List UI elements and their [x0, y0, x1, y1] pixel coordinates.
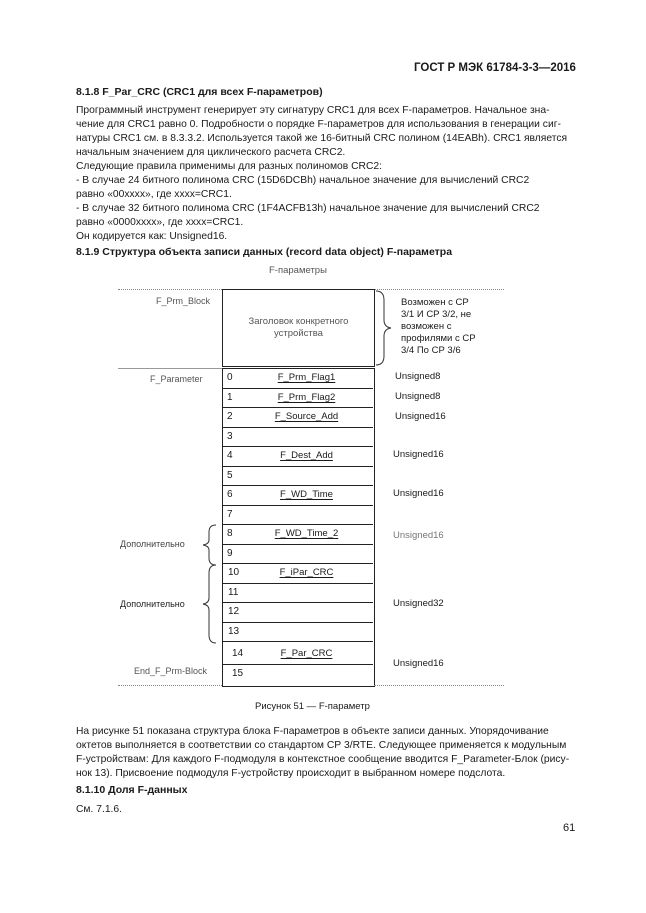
type-label: Unsigned16 — [393, 530, 444, 541]
param-start-line — [118, 368, 222, 369]
header-note-5: 3/4 По СР 3/6 — [401, 345, 461, 356]
row-line — [222, 563, 373, 564]
row-line — [222, 583, 373, 584]
section-8-1-10-title: 8.1.10 Доля F-данных — [76, 784, 188, 796]
s818-p1-line1: Программный инструмент генерирует эту сигнатуру CRC1 для всех F-параметров. Начальное зна- — [76, 105, 550, 116]
row-index: 15 — [232, 668, 244, 679]
f-prm-block-label: F_Prm_Block — [156, 296, 211, 306]
after-p1-line3: F-устройствам: Для каждого F-подмодуля в контекстное сообщение вводится F_Parameter-Блок (рису- — [76, 754, 570, 765]
s818-p1-line2: чение для CRC1 равно 0. Подробности о порядке F-параметров для использования в генерации сиг- — [76, 119, 561, 130]
figure-caption: Рисунок 51 — F-параметр — [255, 701, 370, 712]
figure-top-title: F-параметры — [269, 265, 327, 276]
s818-p2: Следующие правила применимы для разных полиномов CRC2: — [76, 161, 383, 172]
block-top-dotted-line — [118, 289, 222, 290]
row-index: 11 — [228, 587, 239, 598]
type-label: Unsigned16 — [393, 488, 444, 499]
after-p1-line2: октетов выполняется в соответствии со стандартом СР 3/RTE. Следующее применяется к модульным — [76, 740, 567, 751]
document-header: ГОСТ Р МЭК 61784-3-3—2016 — [414, 62, 576, 74]
header-note-1: Возможен с СР — [401, 297, 469, 308]
type-label: Unsigned8 — [395, 391, 441, 402]
f-par-crc-field: F_Par_CRC — [280, 648, 333, 659]
f-parameter-label: F_Parameter — [150, 374, 203, 384]
header-note-3: возможен с — [401, 321, 452, 332]
f-ipar-crc-field: F_iPar_CRC — [279, 567, 334, 578]
end-f-prm-block-label: End_F_Prm-Block — [134, 666, 208, 676]
s818-bullet1-line2: равно «00xxxx», где xxxx=CRC1. — [76, 189, 232, 200]
page-number: 61 — [563, 822, 576, 834]
row-index: 14 — [232, 648, 244, 659]
row-line — [222, 641, 373, 642]
f-dest-add-field: F_Dest_Add — [280, 450, 333, 461]
type-label: Unsigned32 — [393, 598, 444, 609]
row-index: 3 — [227, 431, 233, 442]
after-p1-line1: На рисунке 51 показана структура блока F-параметров в объекте записи данных. Упорядочивание — [76, 726, 549, 737]
row-index: 5 — [227, 470, 233, 481]
right-brace-icon — [374, 290, 396, 366]
device-header-text-2: устройства — [274, 328, 323, 339]
row-index: 2 — [227, 411, 233, 422]
s818-p3: Он кодируется как: Unsigned16. — [76, 231, 228, 242]
row-index: 9 — [227, 548, 233, 559]
f-source-add-field: F_Source_Add — [274, 411, 339, 422]
row-index: 6 — [227, 489, 233, 500]
s818-p1-line4: начальным значением для циклического расчета CRC2. — [76, 147, 346, 158]
row-line — [222, 664, 373, 665]
after-p1-line4: нок 13). Присвоение подмодуля F-устройству происходит в выбранном номере подслота. — [76, 768, 506, 779]
optional-label-1: Дополнительно — [120, 539, 185, 549]
row-line — [222, 407, 373, 408]
row-index: 4 — [227, 450, 233, 461]
row-line — [222, 485, 373, 486]
row-line — [222, 446, 373, 447]
type-label: Unsigned8 — [395, 371, 441, 382]
row-line — [222, 427, 373, 428]
f-wd-time-2-field: F_WD_Time_2 — [274, 528, 339, 539]
row-index: 7 — [227, 509, 233, 520]
device-header-text-1: Заголовок конкретного — [248, 316, 349, 327]
f-wd-time-field: F_WD_Time — [280, 489, 333, 500]
row-index: 1 — [227, 392, 233, 403]
row-line — [222, 466, 373, 467]
section-8-1-8-title: 8.1.8 F_Par_CRC (CRC1 для всех F-параметров) — [76, 86, 323, 98]
row-index: 13 — [228, 626, 240, 637]
s818-bullet2-line1: - В случае 32 битного полинома CRC (1F4ACFB13h) начальное значение для вычислений CRC2 — [76, 203, 540, 214]
row-index: 12 — [228, 606, 240, 617]
s818-bullet2-line2: равно «0000xxxx», где xxxx=CRC1. — [76, 217, 244, 228]
row-line — [222, 622, 373, 623]
row-line — [222, 602, 373, 603]
header-note-2: 3/1 И СР 3/2, не — [401, 309, 472, 320]
left-brace-icon — [200, 564, 220, 644]
left-brace-icon — [200, 524, 220, 566]
row-line — [222, 388, 373, 389]
optional-label-2: Дополнительно — [120, 599, 185, 609]
s8110-text: См. 7.1.6. — [76, 804, 122, 815]
row-line — [222, 524, 373, 525]
s818-bullet1-line1: - В случае 24 битного полинома CRC (15D6DCBh) начальное значение для вычислений CRC2 — [76, 175, 530, 186]
type-label: Unsigned16 — [393, 449, 444, 460]
block-end-dotted-line-right — [374, 685, 504, 686]
block-end-dotted-line — [118, 685, 222, 686]
s818-p1-line3: натуры CRC1 см. в 8.3.3.2. Используется такой же 16-битный CRC полином (14EABh). CRC1 является — [76, 133, 568, 144]
type-label: Unsigned16 — [395, 411, 446, 422]
row-index: 0 — [227, 372, 233, 383]
f-prm-flag2-field: F_Prm_Flag2 — [277, 392, 336, 403]
row-index: 10 — [228, 567, 240, 578]
type-label: Unsigned16 — [393, 658, 444, 669]
row-line — [222, 505, 373, 506]
section-8-1-9-title: 8.1.9 Структура объекта записи данных (record data object) F-параметра — [76, 246, 453, 258]
row-index: 8 — [227, 528, 233, 539]
header-note-4: профилями с СР — [401, 333, 476, 344]
row-line — [222, 544, 373, 545]
f-prm-flag1-field: F_Prm_Flag1 — [277, 372, 336, 383]
